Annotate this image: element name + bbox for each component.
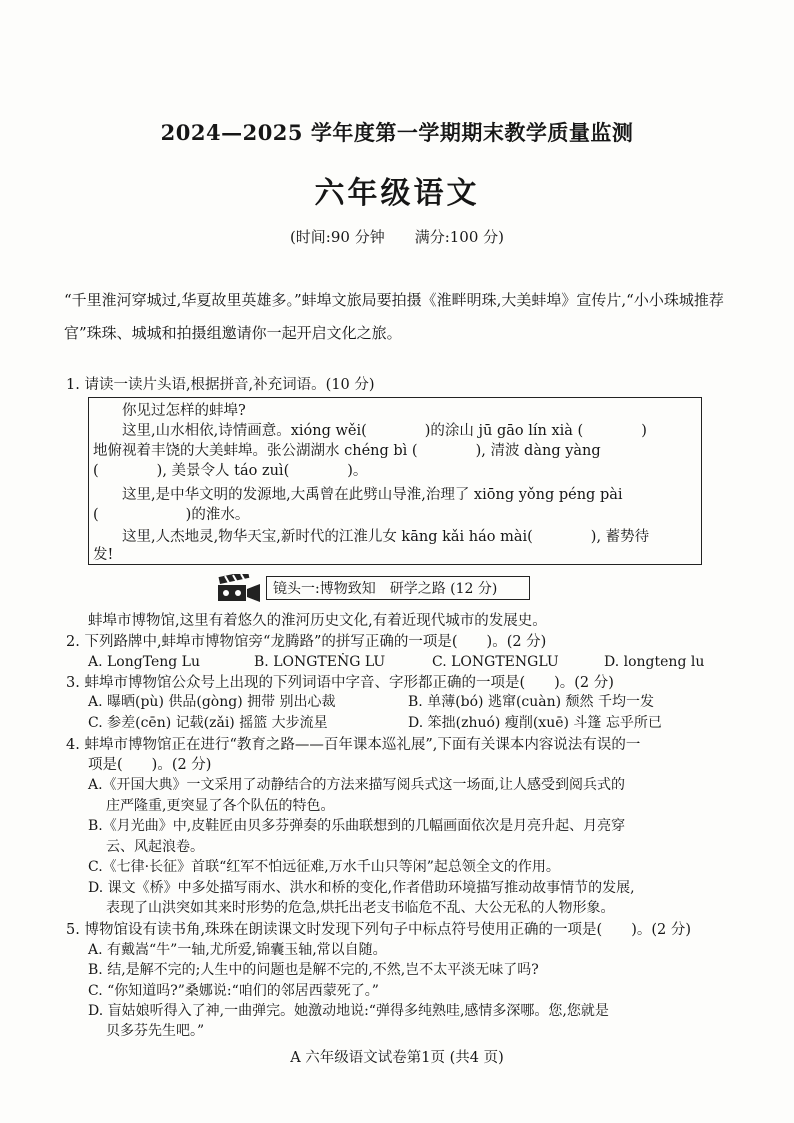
option-b-cont: 云、风起浪卷。 [106,839,204,855]
section-label: 镜头一:博物致知 研学之路 (12 分) [266,576,530,600]
page-footer: A 六年级语文试卷第1页 (共4 页) [290,1050,504,1066]
option-c: C. “你知道吗?”桑娜说:“咱们的邻居西蒙死了。” [88,983,379,999]
question-1-box [88,397,702,565]
option-b: B.《月光曲》中,皮鞋匠由贝多芬弹奏的乐曲联想到的几幅画面依次是月亮升起、月亮穿 [88,818,626,834]
option-d-cont: 表现了山洪突如其来时形势的危急,烘托出老支书临危不乱、大公无私的人物形象。 [106,900,615,916]
exam-subject: 六年级语文 [314,176,480,211]
box-line: 这里,山水相依,诗情画意。xióng wěi( )的涂山 jū gāo lín xià ( ) [93,423,647,439]
box-line: 地俯视着丰饶的大美蚌埠。张公湖湖水 chéng bì ( ), 清波 dàng yàng [93,443,601,459]
option-d-cont: 贝多芬先生吧。” [106,1023,205,1039]
option-a: A.《开国大典》一文采用了动静结合的方法来描写阅兵式这一场面,让人感受到阅兵式的 [88,777,626,793]
box-line: ( ), 美景令人 táo zuì( )。 [93,463,368,479]
exam-info: (时间:90 分钟 满分:100 分) [289,228,505,246]
option-a: A. 有戴嵩“牛”一轴,尤所爱,锦囊玉轴,常以自随。 [88,942,387,958]
question-4-stem-cont: 项是( )。(2 分) [88,757,212,773]
question-1-stem: 1. 请读一读片头语,根据拼音,补充词语。(10 分) [66,377,375,393]
option-a: A. 曝晒(pù) 供品(gòng) 拥带 别出心裁 [88,694,336,710]
section-header [216,574,536,604]
box-line: 你见过怎样的蚌埠? [93,403,246,419]
option-c: C. LONGTENGLU [432,654,559,670]
question-4-stem: 4. 蚌埠市博物馆正在进行“教育之路——百年课本巡礼展”,下面有关课本内容说法有误的一 [66,737,641,753]
option-d: D. longteng lu [604,654,705,670]
option-b: B. 结,是解不完的;人生中的问题也是解不完的,不然,岂不太平淡无味了吗? [88,962,539,978]
intro-paragraph: “千里淮河穿城过,华夏故里英雄多。”蚌埠文旅局要拍摄《淮畔明珠,大美蚌埠》宣传片,“小小珠城推荐官”珠珠、城城和拍摄组邀请你一起开启文化之旅。 [64,291,724,342]
museum-intro: 蚌埠市博物馆,这里有着悠久的淮河历史文化,有着近现代城市的发展史。 [88,613,547,629]
box-line: 这里,是中华文明的发源地,大禹曾在此劈山导淮,治理了 xiōng yǒng péng pài [93,487,623,503]
option-d: D. 课文《桥》中多处描写雨水、洪水和桥的变化,作者借助环境描写推动故事情节的发展, [88,880,635,896]
option-d: D. 笨拙(zhuó) 瘦削(xuē) 斗篷 忘乎所已 [408,715,662,731]
question-2-stem: 2. 下列路牌中,蚌埠市博物馆旁“龙腾路”的拼写正确的一项是( )。(2 分) [66,634,547,650]
option-c: C.《七律·长征》首联“红军不怕远征难,万水千山只等闲”起总领全文的作用。 [88,859,560,875]
option-b: B. 单薄(bó) 逃窜(cuàn) 颓然 千均一发 [408,694,654,710]
exam-title: 2024—2025 学年度第一学期期末教学质量监测 [160,120,634,145]
box-line: 这里,人杰地灵,物华天宝,新时代的江淮儿女 kāng kǎi háo mài( ), 蓄势待 [93,529,650,545]
question-3-stem: 3. 蚌埠市博物馆公众号上出现的下列词语中字音、字形都正确的一项是( )。(2 分) [66,675,614,691]
option-c: C. 参差(cēn) 记载(zǎi) 摇篮 大步流星 [88,715,328,731]
option-b: B. LONGTEṄG LU [254,654,386,670]
question-5-stem: 5. 博物馆设有读书角,珠珠在朗读课文时发现下列句子中标点符号使用正确的一项是( )。(2 分) [66,922,692,938]
option-a-cont: 庄严隆重,更突显了各个队伍的特色。 [106,798,335,814]
film-camera-icon [216,574,262,604]
option-a: A. LongTeng Lu [88,654,200,670]
option-d: D. 盲姑娘听得入了神,一曲弹完。她激动地说:“弹得多纯熟哇,感情多深哪。您,您就是 [88,1003,609,1019]
box-line: 发! [93,547,114,563]
box-line: ( )的淮水。 [93,507,250,523]
